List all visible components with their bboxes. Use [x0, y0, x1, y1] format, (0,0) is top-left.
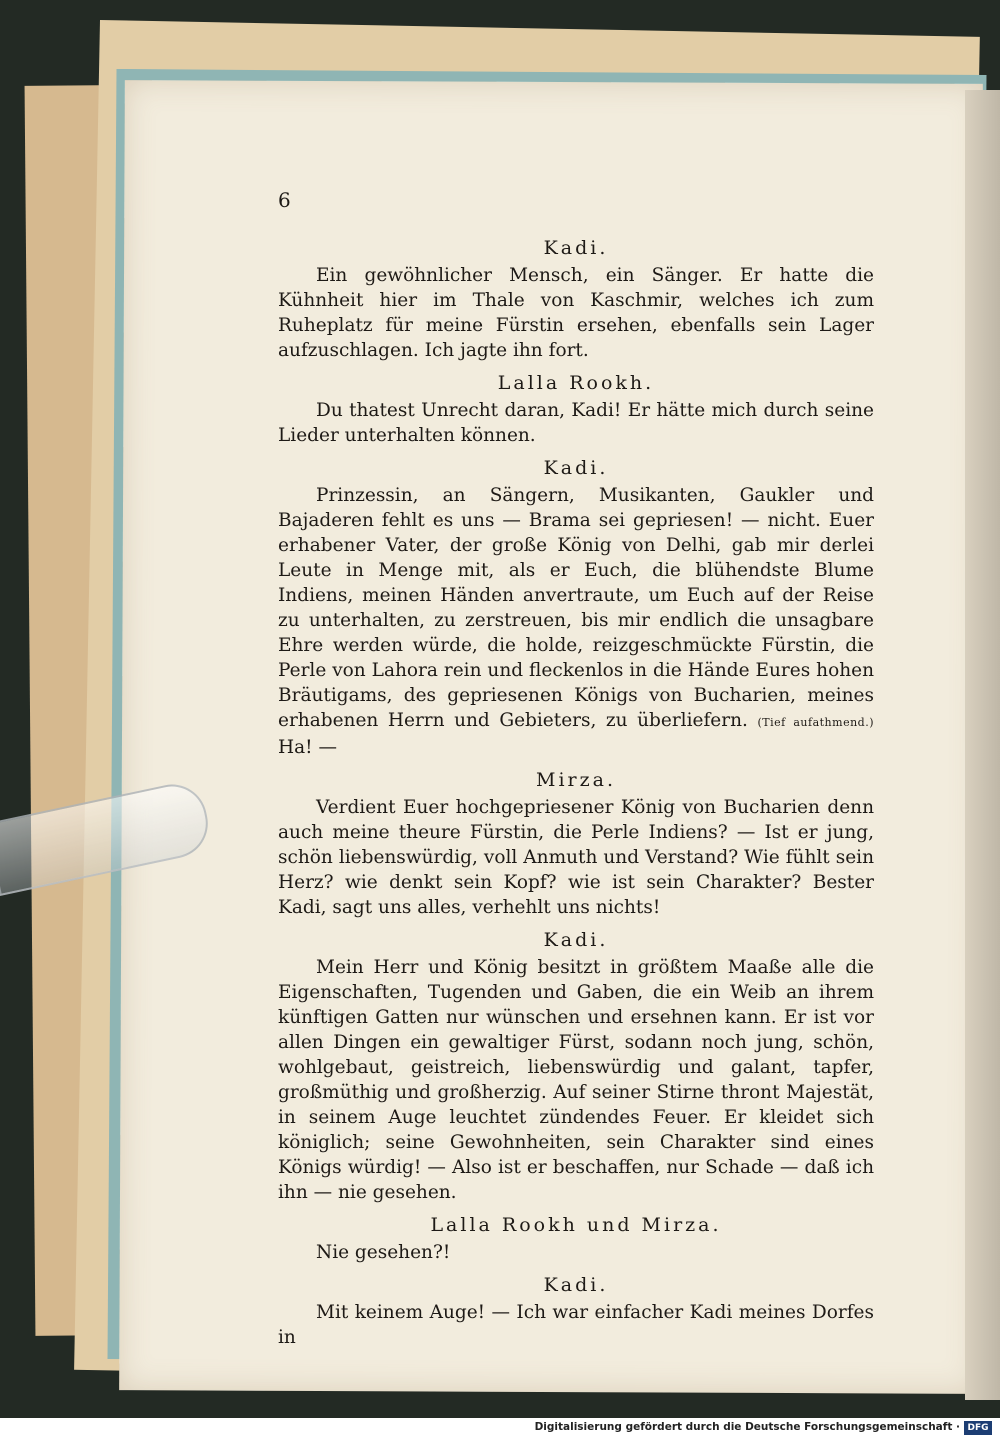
dialogue-section — [278, 1213, 874, 1265]
speech-text: Du thatest Unrecht daran, Kadi! Er hätte mich durch seine Lieder unterhalten können. — [278, 400, 874, 446]
dialogue-section — [278, 1273, 874, 1350]
dialogue-section — [278, 236, 874, 363]
speaker-name: Kadi. — [543, 457, 609, 479]
speech-text: Verdient Euer hochgepriesener König von Bucharien denn auch meine theure Fürstin, die Perle Indiens? — Ist er jung, schön liebenswürdig, voll Anmuth und Verstand? Wie fühlt sein Herz? wie denkt sein Kopf? wie ist sein Charakter? Bester Kadi, sagt uns alles, verhehlt uns nichts! — [278, 797, 874, 918]
speech-text — [278, 483, 874, 760]
page-gutter-edge — [965, 90, 1000, 1400]
speech-tail: Ha! — — [278, 737, 337, 758]
speaker-name: Mirza. — [536, 769, 616, 791]
page-number: 6 — [278, 188, 291, 212]
speaker-name: Lalla Rookh. — [497, 372, 655, 394]
speech-text: Ein gewöhnlicher Mensch, ein Sänger. Er hatte die Kühnheit hier im Thale von Kaschmir, welches ich zum Ruheplatz für meine Fürstin ersehen, ebenfalls sein Lager aufzuschlagen. Ich jagte ihn fort. — [278, 265, 874, 361]
speaker-name: Kadi. — [543, 237, 609, 259]
speech-text: Mein Herr und König besitzt in größtem Maaße alle die Eigenschaften, Tugenden und Gaben, die ein Weib an ihrem künftigen Gatten nur wünschen und ersehnen kann. Er ist vor allen Dingen ein gewaltiger Fürst, sodann noch jung, schön, wohlgebaut, geistreich, liebenswürdig und galant, tapfer, großmüthig und großherzig. Auf seiner Stirne thront Majestät, in seinem Auge leuchtet zündendes Feuer. Er kleidet sich königlich; seine Gewohnheiten, sein Charakter sind eines Königs würdig! — Also ist er beschaffen, nur Schade — daß ich ihn — nie gesehen. — [278, 957, 874, 1203]
dialogue-section — [278, 768, 874, 920]
speech-body: Prinzessin, an Sängern, Musikanten, Gaukler und Bajaderen fehlt es uns — Brama sei gepriesen! — nicht. Euer erhabener Vater, der große König von Delhi, gab mir derlei Leute in Menge mit, als er Euch, die blühendste Blume Indiens, meinen Händen anvertraute, um Euch auf der Reise zu unterhalten, zu zerstreuen, bis mir endlich die unsagbare Ehre werden würde, die holde, reizgeschmückte Fürstin, die Perle von Lahora rein und fleckenlos in die Hände Eures hohen Bräutigams, des gepriesenen Königs von Bucharien, meines erhabenen Herrn und Gebieters, zu überliefern. — [278, 485, 874, 731]
speaker-name: Kadi. — [543, 1274, 609, 1296]
digitization-footer — [0, 1418, 1000, 1439]
speaker-name: Kadi. — [543, 929, 609, 951]
footer-credit: Digitalisierung gefördert durch die Deutsche Forschungsgemeinschaft · — [534, 1421, 960, 1433]
speaker-name: Lalla Rookh und Mirza. — [430, 1214, 722, 1236]
dialogue-section — [278, 371, 874, 448]
speech-text: Nie gesehen?! — [316, 1242, 451, 1263]
dialogue-section — [278, 928, 874, 1205]
speech-text: Mit keinem Auge! — Ich war einfacher Kadi meines Dorfes in — [278, 1302, 874, 1348]
dfg-logo-icon: DFG — [964, 1421, 992, 1435]
stage-direction: (Tief aufathmend.) — [757, 716, 874, 729]
page-text — [278, 228, 874, 1350]
dialogue-section — [278, 456, 874, 760]
